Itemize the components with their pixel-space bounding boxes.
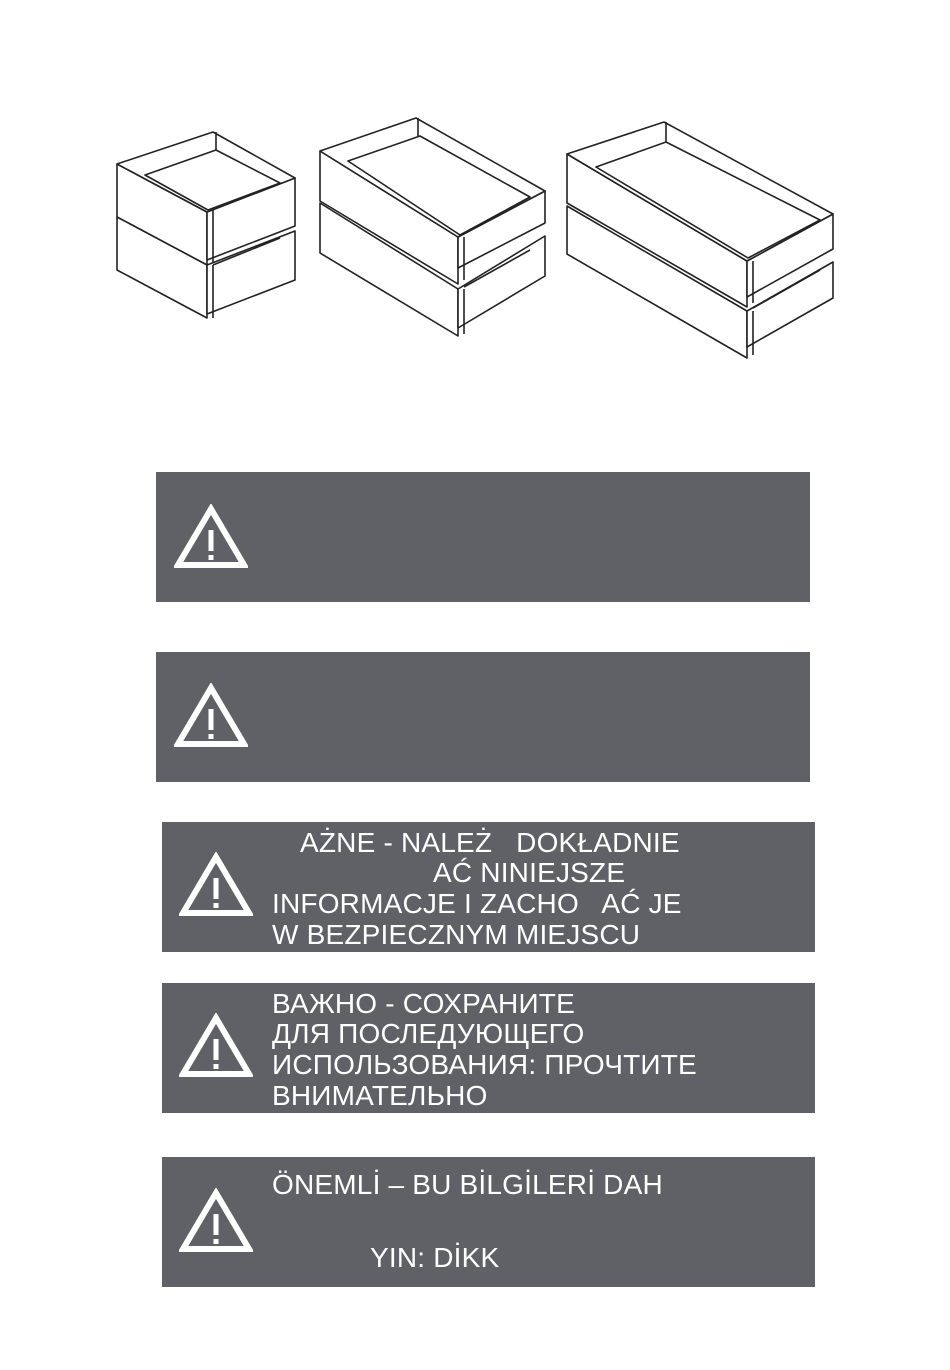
warning-triangle-icon	[179, 1013, 253, 1079]
warning-panel-1	[156, 472, 810, 602]
warning-panel-turkish	[162, 1157, 815, 1287]
warning-text-line: INFORMACJE I ZACHO AĆ JE	[272, 888, 682, 919]
drawer-set-medium	[320, 118, 545, 336]
warning-text-line: ВАЖНО - СОХРАНИТЕ	[272, 988, 575, 1019]
warning-text-line: W BEZPIECZNYM MIEJSCU	[272, 919, 641, 950]
warning-triangle-icon	[179, 852, 253, 918]
warning-text-line: ДЛЯ ПОСЛЕДУЮЩЕГО	[272, 1018, 585, 1049]
warning-text-line: AŻNE - NALEŻ DOKŁADNIE	[300, 827, 680, 858]
warning-triangle-icon	[174, 683, 248, 749]
drawer-set-small	[117, 132, 295, 318]
warning-text-line: ВНИМАТЕЛЬНО	[272, 1080, 488, 1111]
warning-text-line: AĆ NINIEJSZE	[433, 857, 626, 888]
warning-triangle-icon	[174, 504, 248, 570]
warning-triangle-icon	[179, 1188, 253, 1254]
warning-panel-polish	[162, 822, 815, 952]
warning-text-line: YIN: DİKK	[370, 1242, 500, 1273]
warning-text-line: ÖNEMLİ – BU BİLGİLERİ DAH	[272, 1169, 663, 1200]
warning-panel-russian	[162, 983, 815, 1113]
warning-text-line: ИСПОЛЬЗОВАНИЯ: ПРОЧТИТЕ	[272, 1049, 697, 1080]
drawer-set-large	[567, 122, 833, 358]
drawer-illustration	[0, 0, 950, 400]
warning-panel-2	[156, 652, 810, 782]
